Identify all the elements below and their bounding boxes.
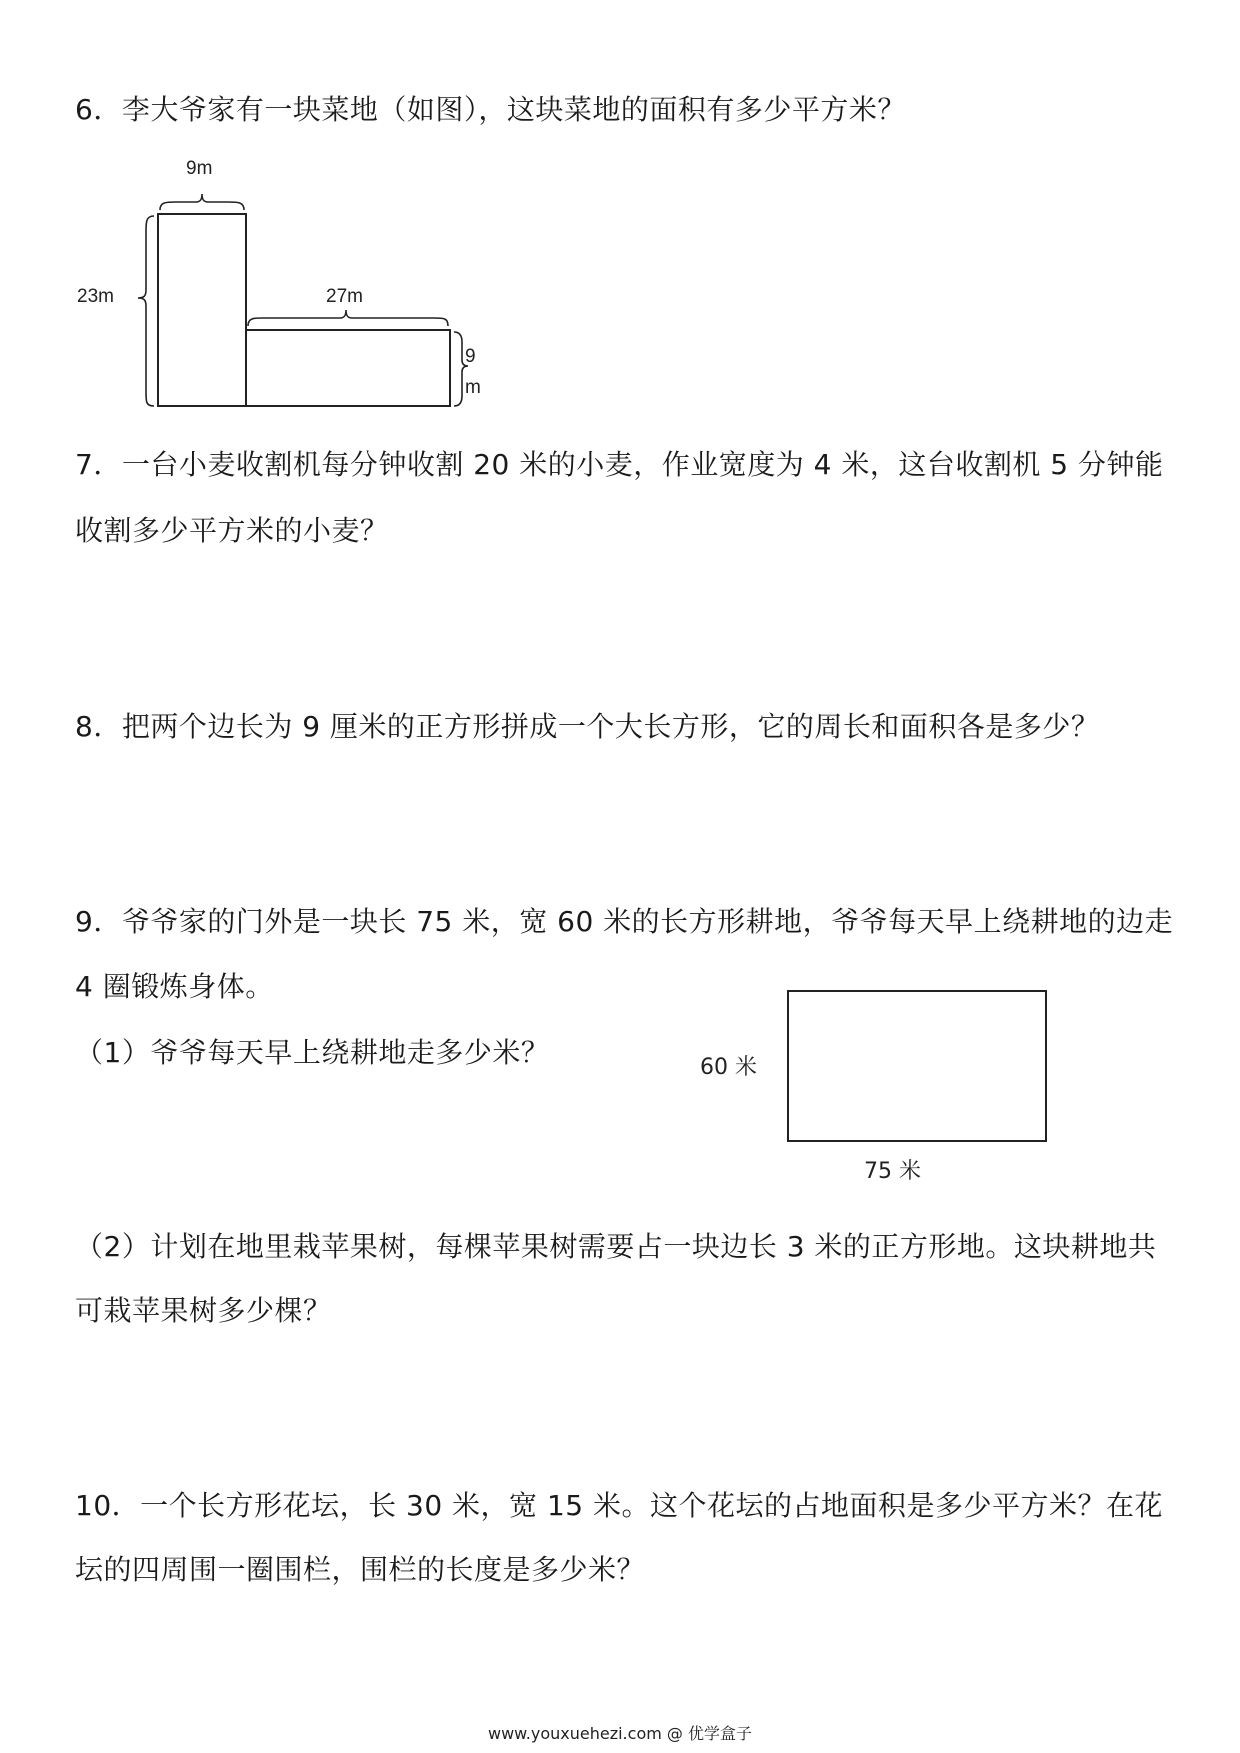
q6-label-top-width: 9m xyxy=(186,158,213,179)
question-8-text: 8．把两个边长为 9 厘米的正方形拼成一个大长方形，它的周长和面积各是多少？ xyxy=(75,710,1100,743)
q6-label-right-a: 9 xyxy=(465,346,476,367)
q9-label-width: 60 米 xyxy=(700,1055,757,1080)
q6-label-right-b: m xyxy=(465,377,481,398)
question-7-line2: 收割多少平方米的小麦？ xyxy=(75,514,389,547)
q9-field-rect xyxy=(788,991,1046,1141)
q9-label-length: 75 米 xyxy=(864,1159,921,1184)
question-7-line1: 7．一台小麦收割机每分钟收割 20 米的小麦，作业宽度为 4 米，这台收割机 5 分钟能 xyxy=(75,448,1164,481)
question-9-sub1: （1）爷爷每天早上绕耕地走多少米？ xyxy=(75,1036,550,1069)
question-10-line2: 坛的四周围一圈围栏，围栏的长度是多少米？ xyxy=(75,1553,646,1586)
question-9-line1: 9．爷爷家的门外是一块长 75 米，宽 60 米的长方形耕地，爷爷每天早上绕耕地的边走 xyxy=(75,905,1174,938)
question-10-line1: 10．一个长方形花坛，长 30 米，宽 15 米。这个花坛的占地面积是多少平方米？在花 xyxy=(75,1489,1163,1522)
q6-label-bottom-length: 27m xyxy=(326,286,363,307)
question-9-line2: 4 圈锻炼身体。 xyxy=(75,970,274,1003)
footer-watermark: www.youxuehezi.com @ 优学盒子 xyxy=(488,1724,752,1743)
question-9-sub2-line1: （2）计划在地里栽苹果树，每棵苹果树需要占一块边长 3 米的正方形地。这块耕地共 xyxy=(75,1230,1157,1263)
question-9-sub2-line2: 可栽苹果树多少棵？ xyxy=(75,1294,332,1327)
question-6-text: 6．李大爷家有一块菜地（如图），这块菜地的面积有多少平方米？ xyxy=(75,93,906,126)
q6-label-left-height: 23m xyxy=(77,286,114,307)
